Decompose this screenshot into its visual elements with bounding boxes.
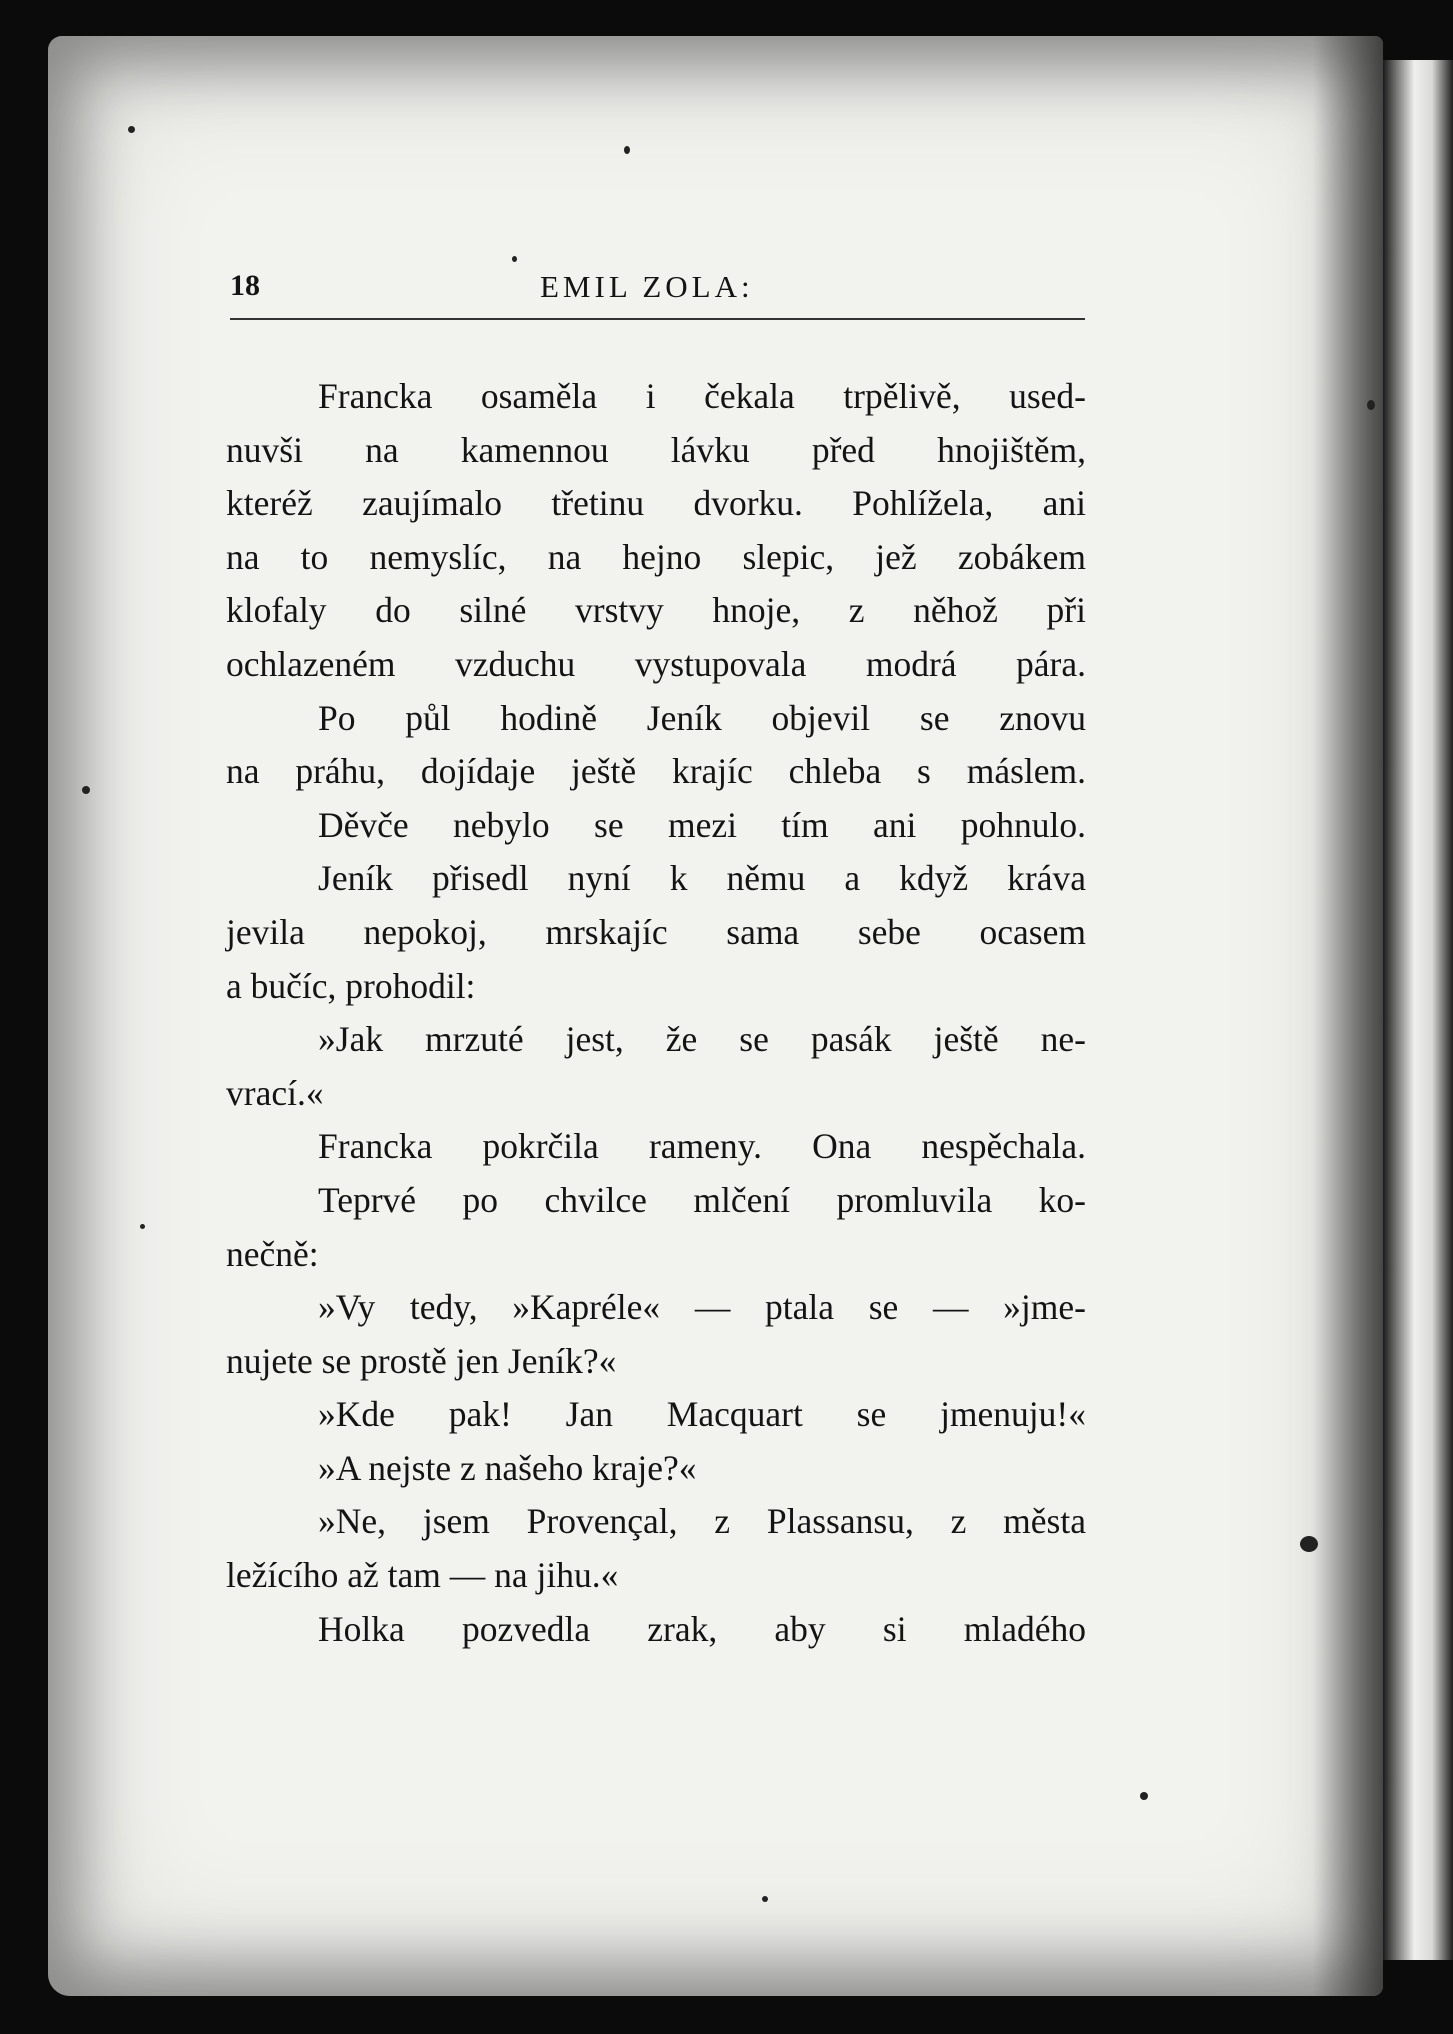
text-line: Jeník přisedl nyní k němu a když kráva bbox=[318, 858, 1086, 899]
scan-speck bbox=[140, 1224, 145, 1229]
text-line: vrací.« bbox=[226, 1072, 324, 1113]
text-line: Francka osaměla i čekala trpělivě, used- bbox=[318, 376, 1086, 416]
text-line: klofaly do silné vrstvy hnoje, z něhož při bbox=[226, 590, 1086, 631]
text-line: Po půl hodině Jeník objevil se znovu bbox=[318, 697, 1086, 738]
text-line: na práhu, dojídaje ještě krajíc chleba s máslem. bbox=[226, 751, 1086, 792]
text-line: a bučíc, prohodil: bbox=[226, 965, 476, 1006]
text-line: na to nemyslíc, na hejno slepic, jež zobákem bbox=[226, 536, 1086, 577]
text-line: »Jak mrzuté jest, že se pasák ještě ne- bbox=[318, 1019, 1086, 1060]
scan-speck bbox=[762, 1896, 768, 1902]
scan-speck bbox=[82, 786, 90, 794]
text-line: nujete se prostě jen Jeník?« bbox=[226, 1340, 617, 1381]
running-head: EMIL ZOLA: bbox=[540, 269, 754, 304]
scan-speck bbox=[512, 256, 517, 262]
text-line: »Vy tedy, »Kapréle« — ptala se — »jme- bbox=[318, 1287, 1086, 1328]
scan-speck bbox=[1367, 400, 1375, 410]
text-line: Francka pokrčila rameny. Ona nespěchala. bbox=[318, 1126, 1086, 1167]
text-line: »Ne, jsem Provençal, z Plassansu, z města bbox=[318, 1501, 1086, 1542]
scan-speck bbox=[1140, 1792, 1148, 1800]
text-line: »A nejste z našeho kraje?« bbox=[318, 1447, 697, 1488]
page-number: 18 bbox=[230, 269, 260, 302]
book-spine-edge bbox=[1383, 60, 1453, 1960]
scan-speck bbox=[1300, 1536, 1318, 1552]
page-header bbox=[230, 265, 1085, 309]
text-line: ochlazeném vzduchu vystupovala modrá pára. bbox=[226, 643, 1086, 684]
text-line: kteréž zaujímalo třetinu dvorku. Pohlížela, ani bbox=[226, 483, 1086, 524]
text-line: Teprvé po chvilce mlčení promluvila ko- bbox=[318, 1179, 1086, 1220]
header-rule bbox=[230, 318, 1085, 320]
text-line: nuvši na kamennou lávku před hnojištěm, bbox=[226, 429, 1086, 470]
text-line: nečně: bbox=[226, 1233, 319, 1274]
scan-speck bbox=[624, 146, 630, 154]
text-line: Děvče nebylo se mezi tím ani pohnulo. bbox=[318, 804, 1086, 845]
body-text bbox=[226, 370, 1086, 1656]
text-line: »Kde pak! Jan Macquart se jmenuju!« bbox=[318, 1394, 1086, 1435]
text-line: ležícího až tam — na jihu.« bbox=[226, 1555, 619, 1596]
scan-speck bbox=[128, 126, 135, 133]
text-line: jevila nepokoj, mrskajíc sama sebe ocasem bbox=[226, 911, 1086, 952]
text-line: Holka pozvedla zrak, aby si mladého bbox=[318, 1608, 1086, 1649]
